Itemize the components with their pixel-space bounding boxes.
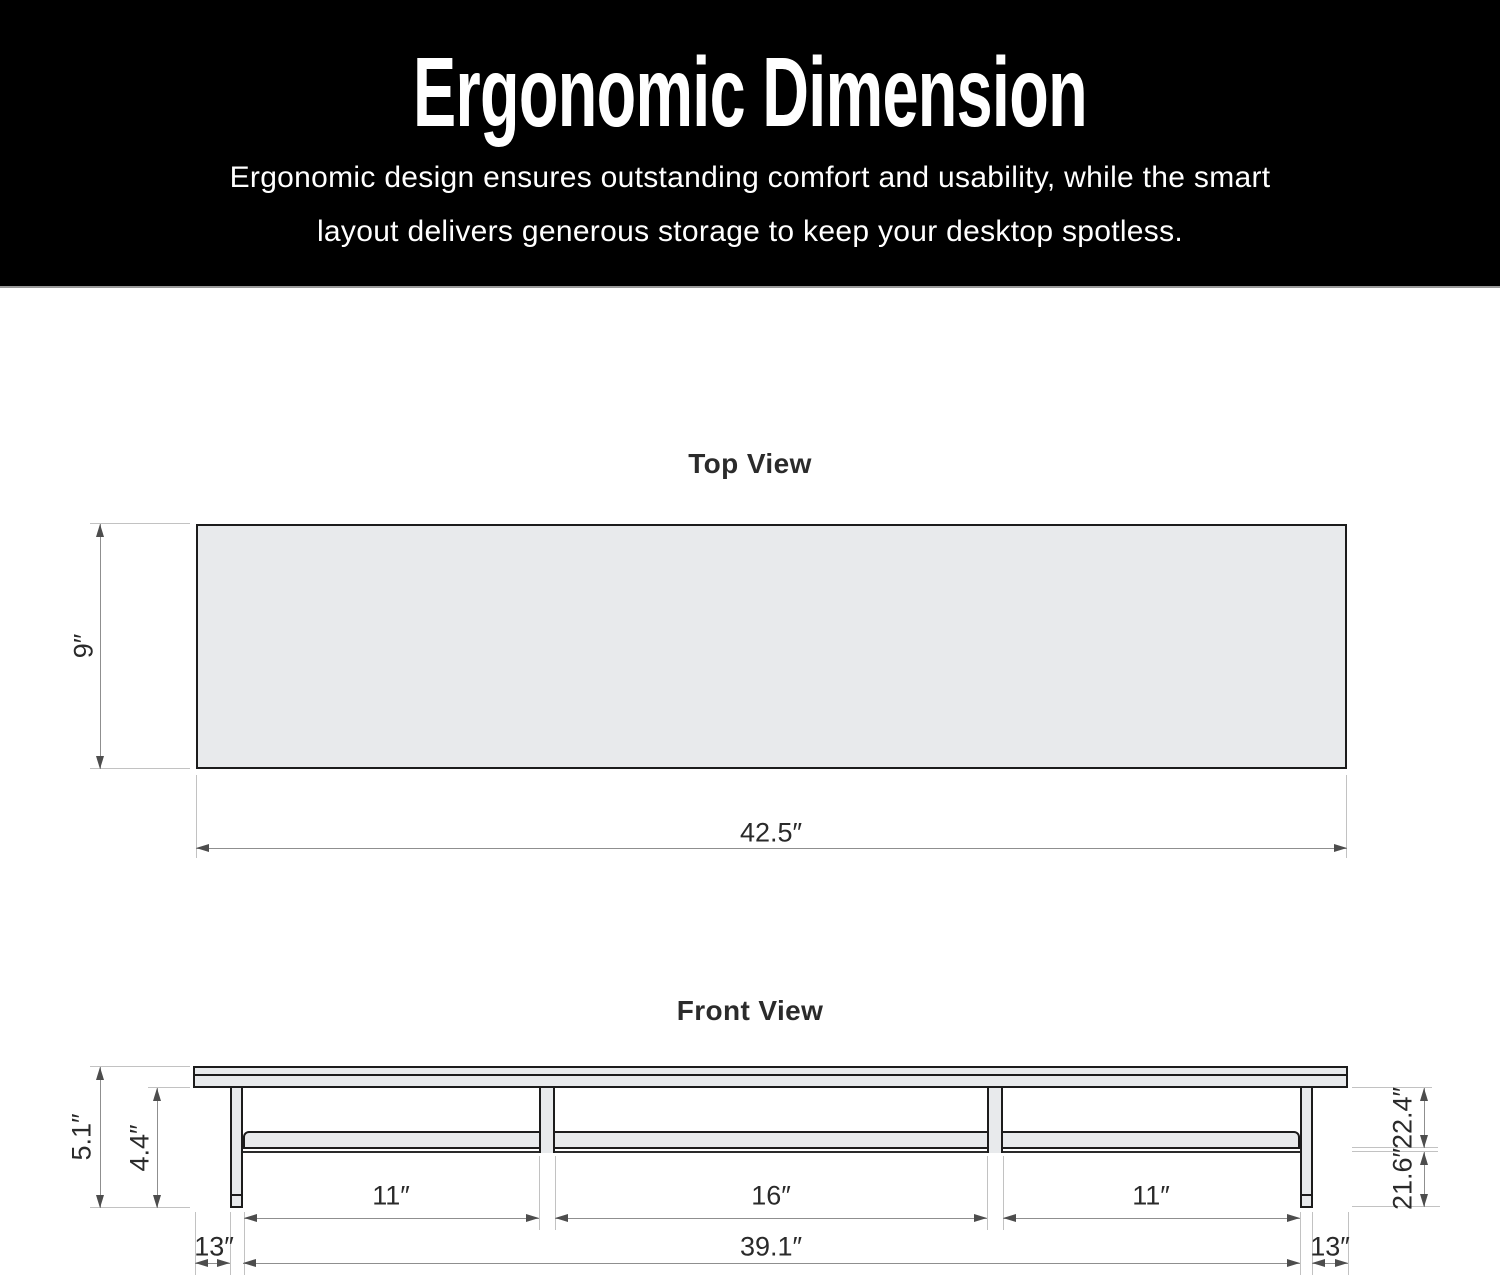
overhang-left-label: 13″	[194, 1231, 234, 1262]
arrowhead-down-icon	[96, 1195, 104, 1208]
arrowhead-left-icon	[243, 1259, 256, 1267]
arrowhead-up-icon	[1420, 1088, 1428, 1101]
bay-left-label: 11″	[372, 1180, 410, 1211]
shelf-lip-line	[243, 1151, 1300, 1153]
depth-dimension-label: 9″	[68, 633, 99, 659]
hero-section	[0, 0, 1500, 288]
arrowhead-left-icon	[555, 1214, 568, 1222]
depth-dimension-line	[100, 524, 101, 769]
bay-left-dimension-line	[244, 1218, 539, 1219]
arrowhead-right-icon	[1334, 844, 1347, 852]
extension-line	[987, 1156, 988, 1230]
arrowhead-up-icon	[153, 1088, 161, 1101]
leg-span-dimension-line	[243, 1263, 1300, 1264]
overall-height-label: 5.1″	[66, 1113, 97, 1161]
right-leg	[1300, 1088, 1313, 1208]
leg-span-label: 39.1″	[739, 1231, 803, 1262]
extension-line	[90, 768, 190, 769]
width-dimension-label: 42.5″	[739, 817, 803, 848]
arrowhead-down-icon	[96, 756, 104, 769]
left-leg	[230, 1088, 243, 1208]
arrowhead-right-icon	[1287, 1214, 1300, 1222]
arrowhead-right-icon	[1287, 1259, 1300, 1267]
extension-line	[90, 523, 190, 524]
clearance-label: 4.4″	[124, 1124, 155, 1172]
top-shelf-board	[193, 1066, 1348, 1088]
arrowhead-left-icon	[196, 844, 209, 852]
extension-line	[90, 1207, 190, 1208]
subtitle-line-1: Ergonomic design ensures outstanding comfort and usability, while the smart	[229, 161, 1271, 194]
arrowhead-left-icon	[244, 1214, 257, 1222]
arrowhead-up-icon	[1420, 1152, 1428, 1165]
arrowhead-right-icon	[974, 1214, 987, 1222]
top-view-surface	[196, 524, 1347, 769]
subtitle-line-2: layout delivers generous storage to keep your desktop spotless.	[316, 215, 1184, 248]
bay-right-dimension-line	[1003, 1218, 1300, 1219]
center-support-right	[987, 1088, 1003, 1153]
bay-right-label: 11″	[1132, 1180, 1170, 1211]
center-support-left	[539, 1088, 555, 1153]
bay-center-label: 16″	[751, 1180, 791, 1211]
extension-line	[539, 1156, 540, 1230]
right-lower-label: 21.6″	[1387, 1147, 1418, 1211]
arrowhead-up-icon	[96, 1067, 104, 1080]
arrowhead-left-icon	[1003, 1214, 1016, 1222]
arrowhead-down-icon	[1420, 1194, 1428, 1207]
page-title: Ergonomic Dimension	[413, 37, 1087, 147]
clearance-dimension-line	[157, 1088, 158, 1208]
front-view-title: Front View	[676, 995, 824, 1026]
right-upper-label: 22.4″	[1387, 1086, 1418, 1150]
bay-center-dimension-line	[555, 1218, 987, 1219]
lower-shelf	[243, 1131, 1300, 1149]
overhang-right-label: 13″	[1310, 1231, 1350, 1262]
extension-line	[90, 1066, 190, 1067]
overall-height-dimension-line	[100, 1067, 101, 1208]
top-view-title: Top View	[688, 448, 812, 479]
extension-line	[1300, 1212, 1301, 1275]
arrowhead-down-icon	[153, 1195, 161, 1208]
board-edge-line	[195, 1074, 1346, 1076]
arrowhead-up-icon	[96, 524, 104, 537]
left-foot-line	[230, 1194, 243, 1196]
right-foot-line	[1300, 1194, 1313, 1196]
arrowhead-right-icon	[526, 1214, 539, 1222]
arrowhead-down-icon	[1420, 1135, 1428, 1148]
